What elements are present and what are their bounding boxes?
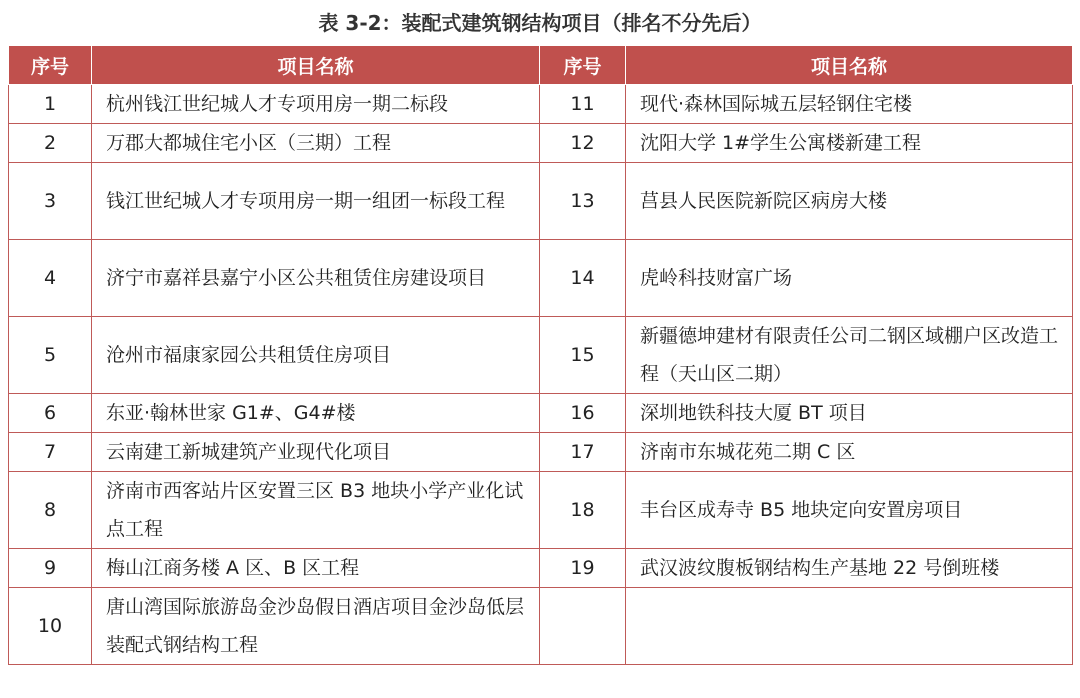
table-title: 表 3-2：装配式建筑钢结构项目（排名不分先后） — [318, 10, 762, 35]
table-row — [9, 85, 1073, 124]
row-name: 唐山湾国际旅游岛金沙岛假日酒店项目金沙岛低层装配式钢结构工程 — [92, 588, 540, 665]
table-header-row — [9, 46, 1073, 85]
row-name: 钱江世纪城人才专项用房一期一组团一标段工程 — [92, 163, 540, 240]
row-no: 17 — [540, 433, 626, 472]
row-name: 济宁市嘉祥县嘉宁小区公共租赁住房建设项目 — [92, 240, 540, 317]
row-name: 现代·森林国际城五层轻钢住宅楼 — [626, 85, 1073, 124]
row-name: 沈阳大学 1#学生公寓楼新建工程 — [626, 124, 1073, 163]
table-row — [9, 240, 1073, 317]
row-no: 19 — [540, 549, 626, 588]
row-no: 1 — [9, 85, 92, 124]
row-name: 济南市东城花苑二期 C 区 — [626, 433, 1073, 472]
table-row — [9, 588, 1073, 665]
row-no: 3 — [9, 163, 92, 240]
table-row — [9, 433, 1073, 472]
table-row — [9, 124, 1073, 163]
row-no: 18 — [540, 472, 626, 549]
header-no-right: 序号 — [540, 46, 626, 85]
row-no: 5 — [9, 317, 92, 394]
row-no: 10 — [9, 588, 92, 665]
row-no: 2 — [9, 124, 92, 163]
row-name: 武汉波纹腹板钢结构生产基地 22 号倒班楼 — [626, 549, 1073, 588]
row-name — [626, 588, 1073, 665]
row-no: 14 — [540, 240, 626, 317]
table-row — [9, 394, 1073, 433]
header-name-right: 项目名称 — [626, 46, 1073, 85]
row-name: 莒县人民医院新院区病房大楼 — [626, 163, 1073, 240]
table-row — [9, 317, 1073, 394]
row-name: 沧州市福康家园公共租赁住房项目 — [92, 317, 540, 394]
row-name: 新疆德坤建材有限责任公司二钢区域棚户区改造工程（天山区二期） — [626, 317, 1073, 394]
row-no — [540, 588, 626, 665]
header-no-left: 序号 — [9, 46, 92, 85]
table-row — [9, 549, 1073, 588]
row-name: 云南建工新城建筑产业现代化项目 — [92, 433, 540, 472]
row-name: 杭州钱江世纪城人才专项用房一期二标段 — [92, 85, 540, 124]
row-no: 6 — [9, 394, 92, 433]
row-name: 丰台区成寿寺 B5 地块定向安置房项目 — [626, 472, 1073, 549]
table-row — [9, 163, 1073, 240]
row-no: 11 — [540, 85, 626, 124]
row-name: 深圳地铁科技大厦 BT 项目 — [626, 394, 1073, 433]
projects-table — [8, 45, 1073, 665]
row-no: 12 — [540, 124, 626, 163]
row-name: 梅山江商务楼 A 区、B 区工程 — [92, 549, 540, 588]
row-no: 7 — [9, 433, 92, 472]
row-name: 东亚·翰林世家 G1#、G4#楼 — [92, 394, 540, 433]
header-name-left: 项目名称 — [92, 46, 540, 85]
row-no: 15 — [540, 317, 626, 394]
row-no: 8 — [9, 472, 92, 549]
row-no: 13 — [540, 163, 626, 240]
row-name: 虎岭科技财富广场 — [626, 240, 1073, 317]
row-no: 4 — [9, 240, 92, 317]
row-no: 9 — [9, 549, 92, 588]
row-name: 济南市西客站片区安置三区 B3 地块小学产业化试点工程 — [92, 472, 540, 549]
row-name: 万郡大都城住宅小区（三期）工程 — [92, 124, 540, 163]
table-row — [9, 472, 1073, 549]
row-no: 16 — [540, 394, 626, 433]
